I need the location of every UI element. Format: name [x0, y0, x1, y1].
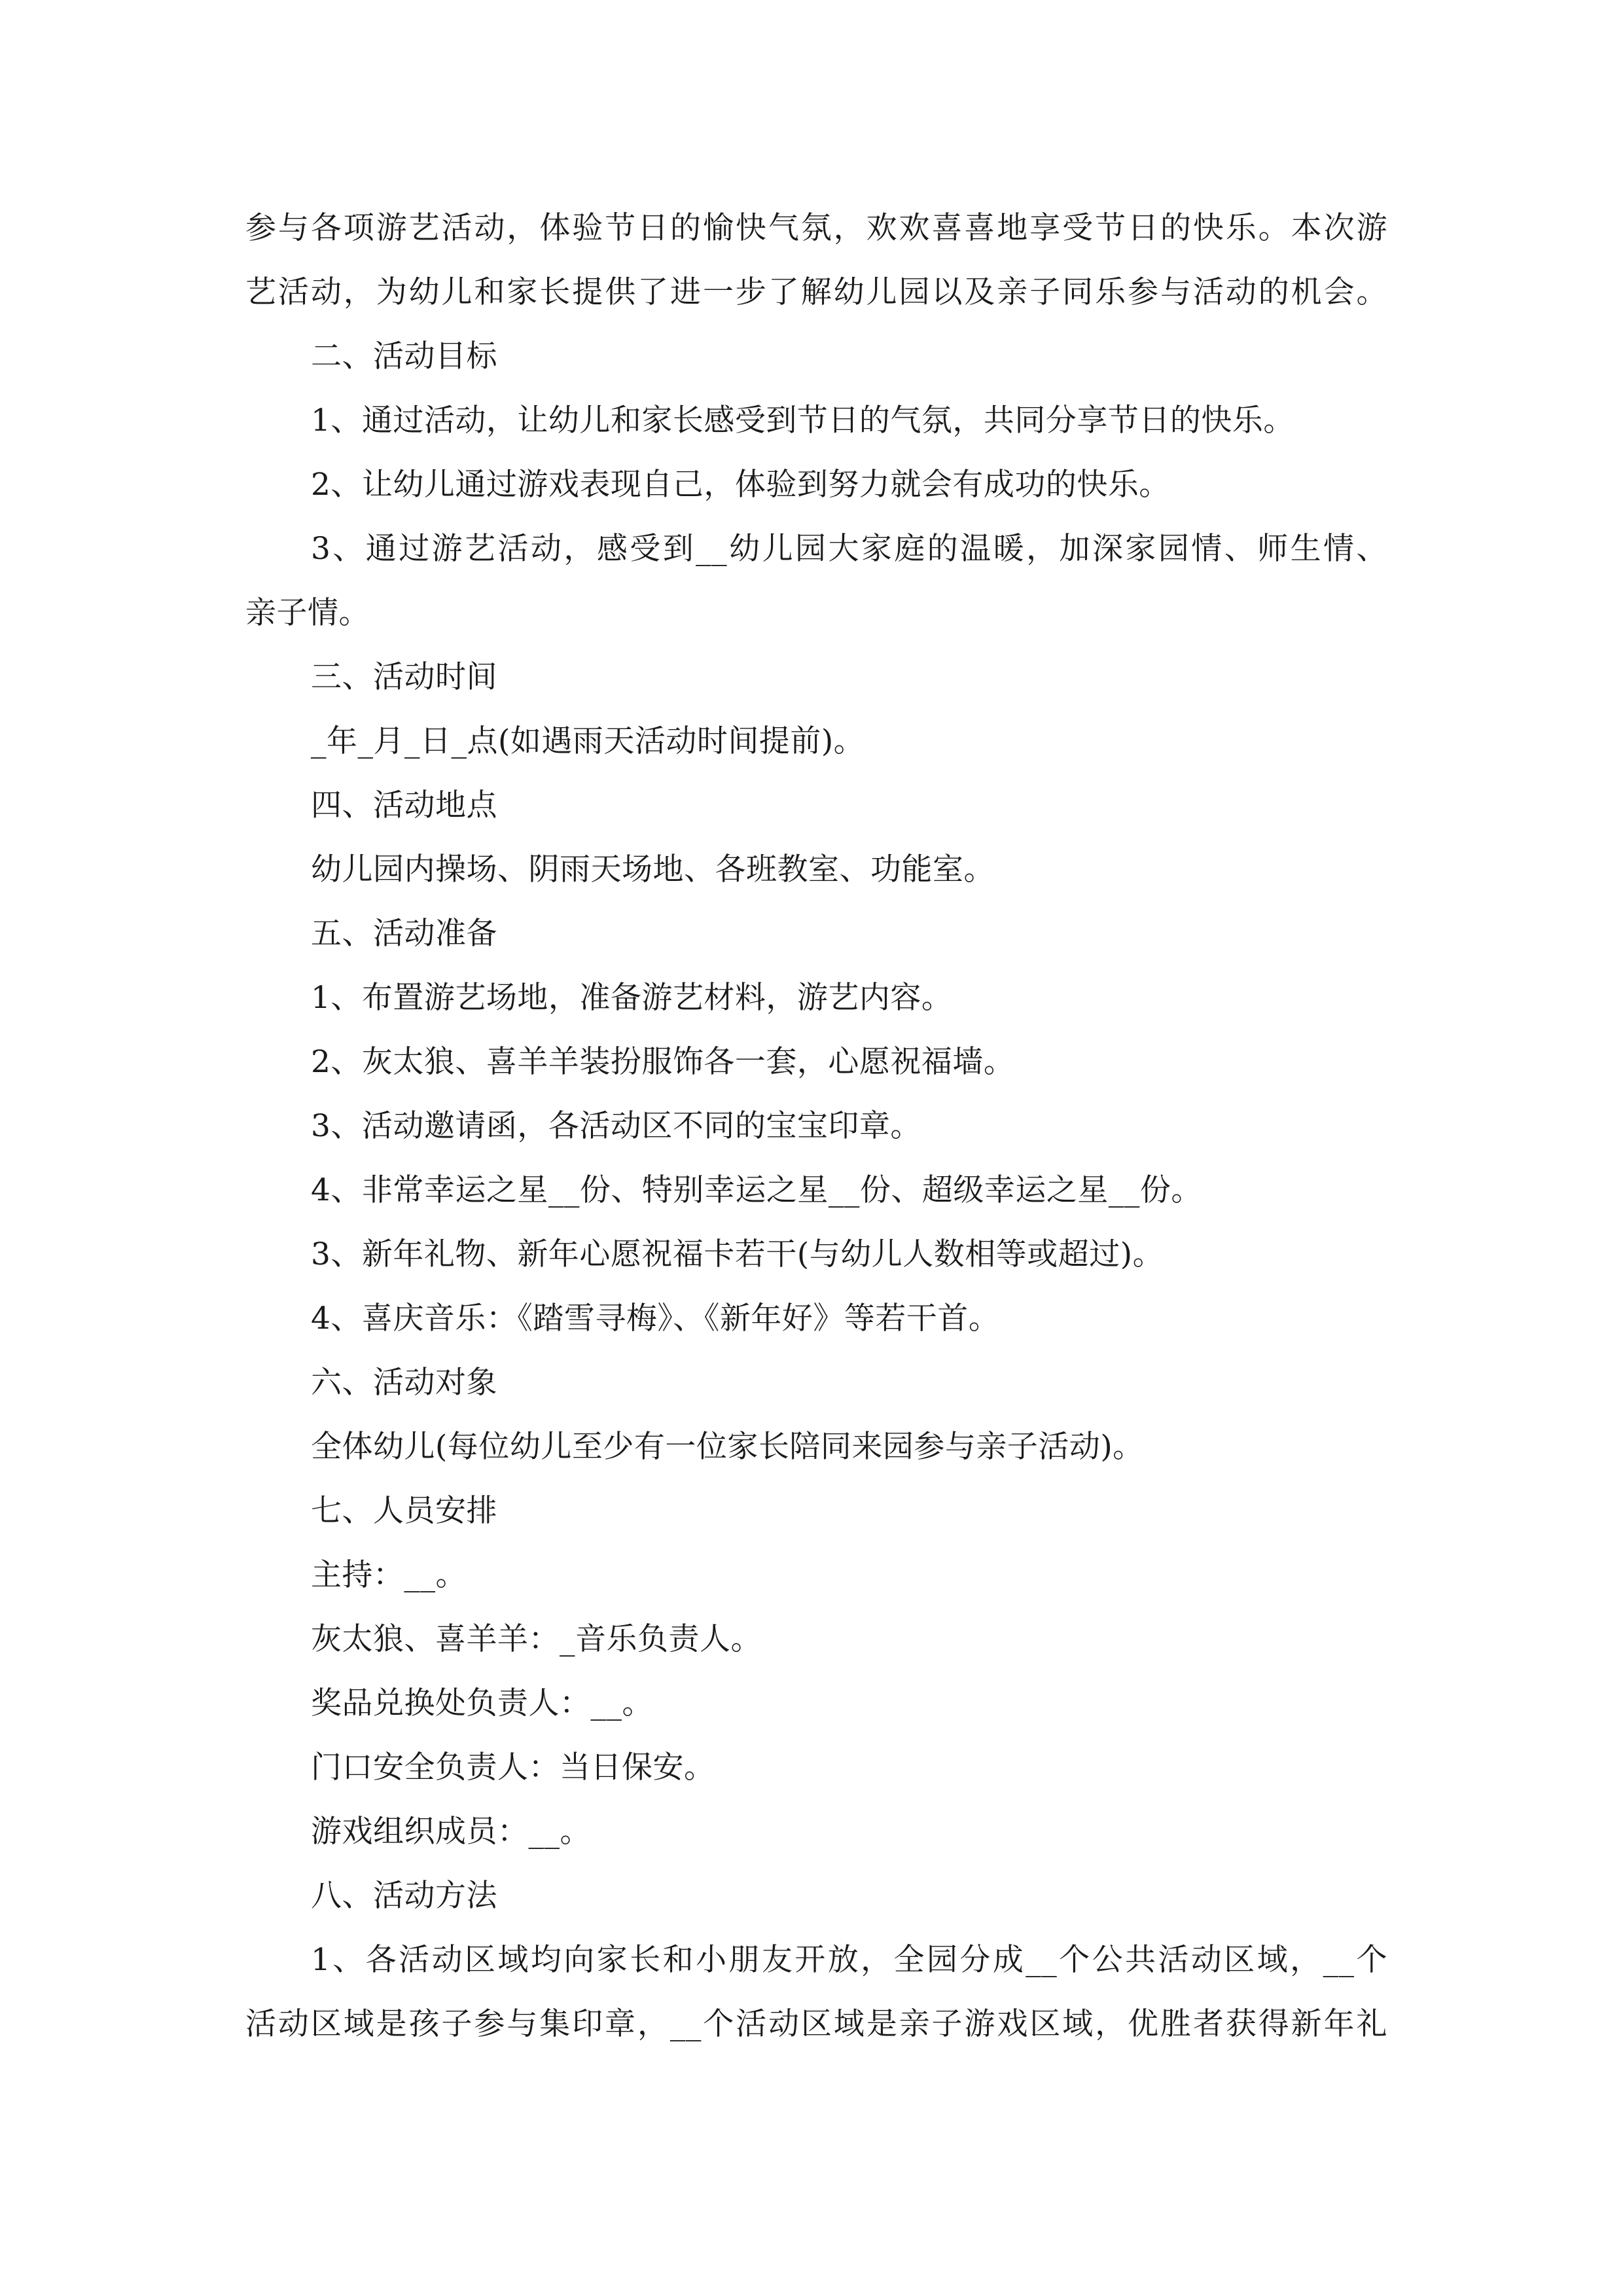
list-item: 2、让幼儿通过游戏表现自己，体验到努力就会有成功的快乐。	[311, 467, 1170, 503]
list-item: 1、各活动区域均向家长和小朋友开放，全园分成__个公共活动区域，__个	[311, 1942, 1387, 1978]
paragraph-line: 幼儿园内操场、阴雨天场地、各班教室、功能室。	[311, 852, 995, 888]
list-item: 1、布置游艺场地，准备游艺材料，游艺内容。	[311, 980, 953, 1016]
document-body	[245, 196, 1387, 2056]
list-item: 3、新年礼物、新年心愿祝福卡若干(与幼儿人数相等或超过)。	[311, 1236, 1164, 1272]
section-heading: 八、活动方法	[311, 1878, 497, 1914]
list-item: 4、喜庆音乐：《踏雪寻梅》、《新年好》等若干首。	[311, 1300, 1000, 1336]
list-item: 2、灰太狼、喜羊羊装扮服饰各一套，心愿祝福墙。	[311, 1044, 1015, 1080]
section-heading: 二、活动目标	[311, 338, 497, 374]
section-heading: 三、活动时间	[311, 659, 497, 695]
list-item: 3、通过游艺活动，感受到__幼儿园大家庭的温暖，加深家园情、师生情、	[311, 531, 1387, 567]
section-heading: 七、人员安排	[311, 1493, 497, 1529]
list-item: 1、通过活动，让幼儿和家长感受到节日的气氛，共同分享节日的快乐。	[311, 403, 1294, 439]
section-heading: 四、活动地点	[311, 787, 497, 823]
paragraph-line: 门口安全负责人：当日保安。	[311, 1749, 715, 1785]
section-heading: 六、活动对象	[311, 1365, 497, 1401]
paragraph-line: 奖品兑换处负责人：__。	[311, 1685, 653, 1721]
paragraph-line: 全体幼儿(每位幼儿至少有一位家长陪同来园参与亲子活动)。	[311, 1429, 1144, 1465]
list-item-continuation: 亲子情。	[245, 595, 370, 631]
paragraph-line: 游戏组织成员：__。	[311, 1814, 591, 1850]
paragraph-line: 主持：__。	[311, 1557, 467, 1593]
paragraph-line: 参与各项游艺活动，体验节日的愉快气氛，欢欢喜喜地享受节日的快乐。本次游	[245, 210, 1387, 246]
section-heading: 五、活动准备	[311, 916, 497, 952]
paragraph-line: 艺活动，为幼儿和家长提供了进一步了解幼儿园以及亲子同乐参与活动的机会。	[245, 274, 1387, 310]
paragraph-line: _年_月_日_点(如遇雨天活动时间提前)。	[311, 723, 865, 759]
list-item-continuation: 活动区域是孩子参与集印章，__个活动区域是亲子游戏区域，优胜者获得新年礼	[245, 2006, 1387, 2042]
list-item: 3、活动邀请函，各活动区不同的宝宝印章。	[311, 1108, 921, 1144]
paragraph-line: 灰太狼、喜羊羊：_音乐负责人。	[311, 1621, 762, 1657]
list-item: 4、非常幸运之星__份、特别幸运之星__份、超级幸运之星__份。	[311, 1172, 1202, 1208]
